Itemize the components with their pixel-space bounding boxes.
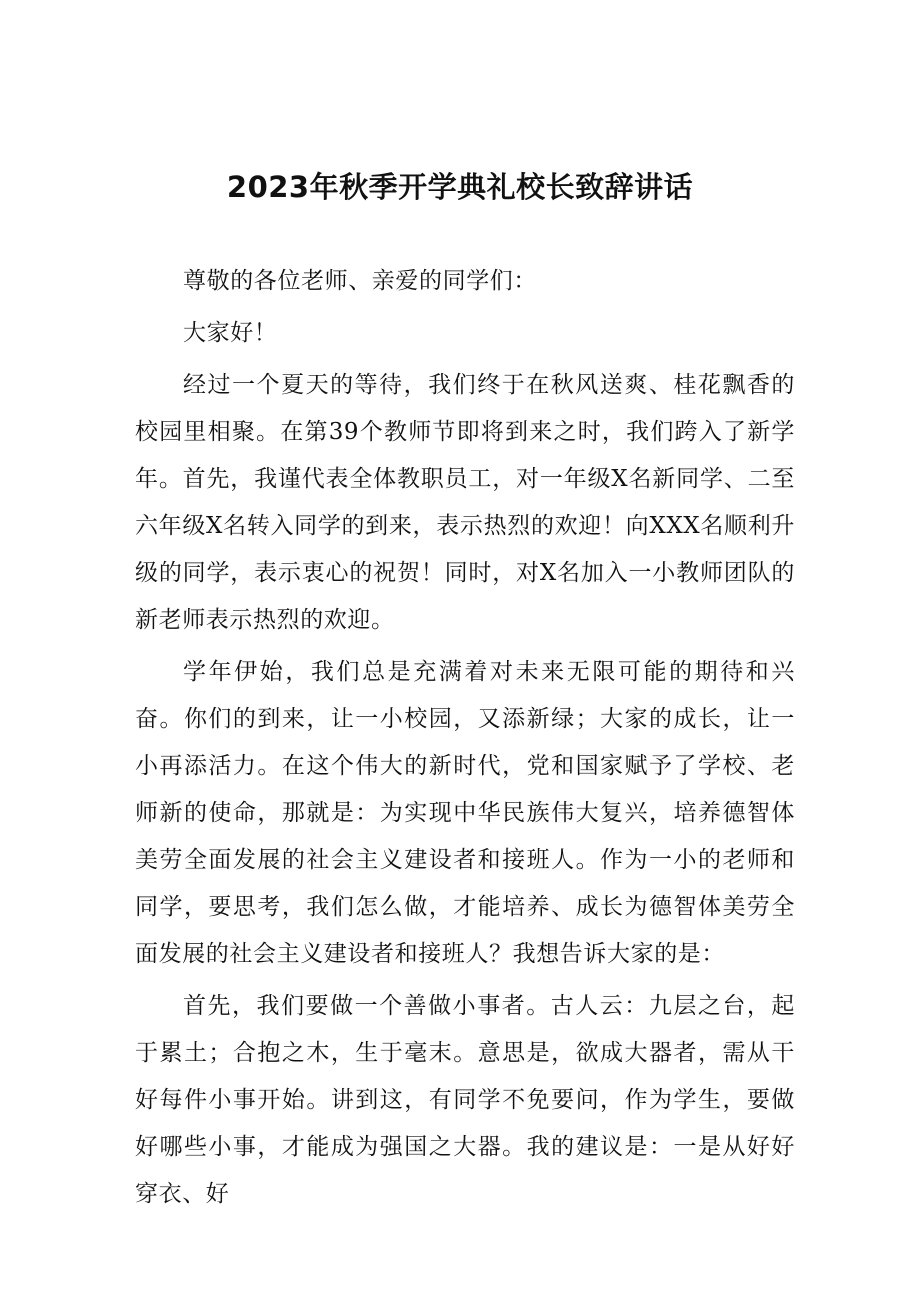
document-title: 2023年秋季开学典礼校长致辞讲话 <box>226 170 694 204</box>
document-body <box>135 258 795 1223</box>
small-things-paragraph: 首先，我们要做一个善做小事者。古人云：九层之台，起于累土；合抱之木，生于毫末。意思是，欲成大器者，需从干好每件小事开始。讲到这，有同学不免要问，作为学生，要做好哪些小事，才能成为强国之大器。我的建议是：一是从好好穿衣、好 <box>135 993 795 1207</box>
mission-paragraph: 学年伊始，我们总是充满着对未来无限可能的期待和兴奋。你们的到来，让一小校园，又添新绿；大家的成长，让一小再添活力。在这个伟大的新时代，党和国家赋予了学校、老师新的使命，那就是：为实现中华民族伟大复兴，培养德智体美劳全面发展的社会主义建设者和接班人。作为一小的老师和同学，要思考，我们怎么做，才能培养、成长为德智体美劳全面发展的社会主义建设者和接班人？我想告诉大家的是： <box>135 659 795 967</box>
salutation-paragraph: 尊敬的各位老师、亲爱的同学们： <box>183 268 537 294</box>
greeting-paragraph: 大家好！ <box>183 320 278 346</box>
welcome-paragraph: 经过一个夏天的等待，我们终于在秋风送爽、桂花飘香的校园里相聚。在第39个教师节即将到来之时，我们跨入了新学年。首先，我谨代表全体教职员工，对一年级X名新同学、二至六年级X名转入同学的到来，表示热烈的欢迎！向XXX名顺利升级的同学，表示衷心的祝贺！同时，对X名加入一小教师团队的新老师表示热烈的欢迎。 <box>135 372 795 633</box>
